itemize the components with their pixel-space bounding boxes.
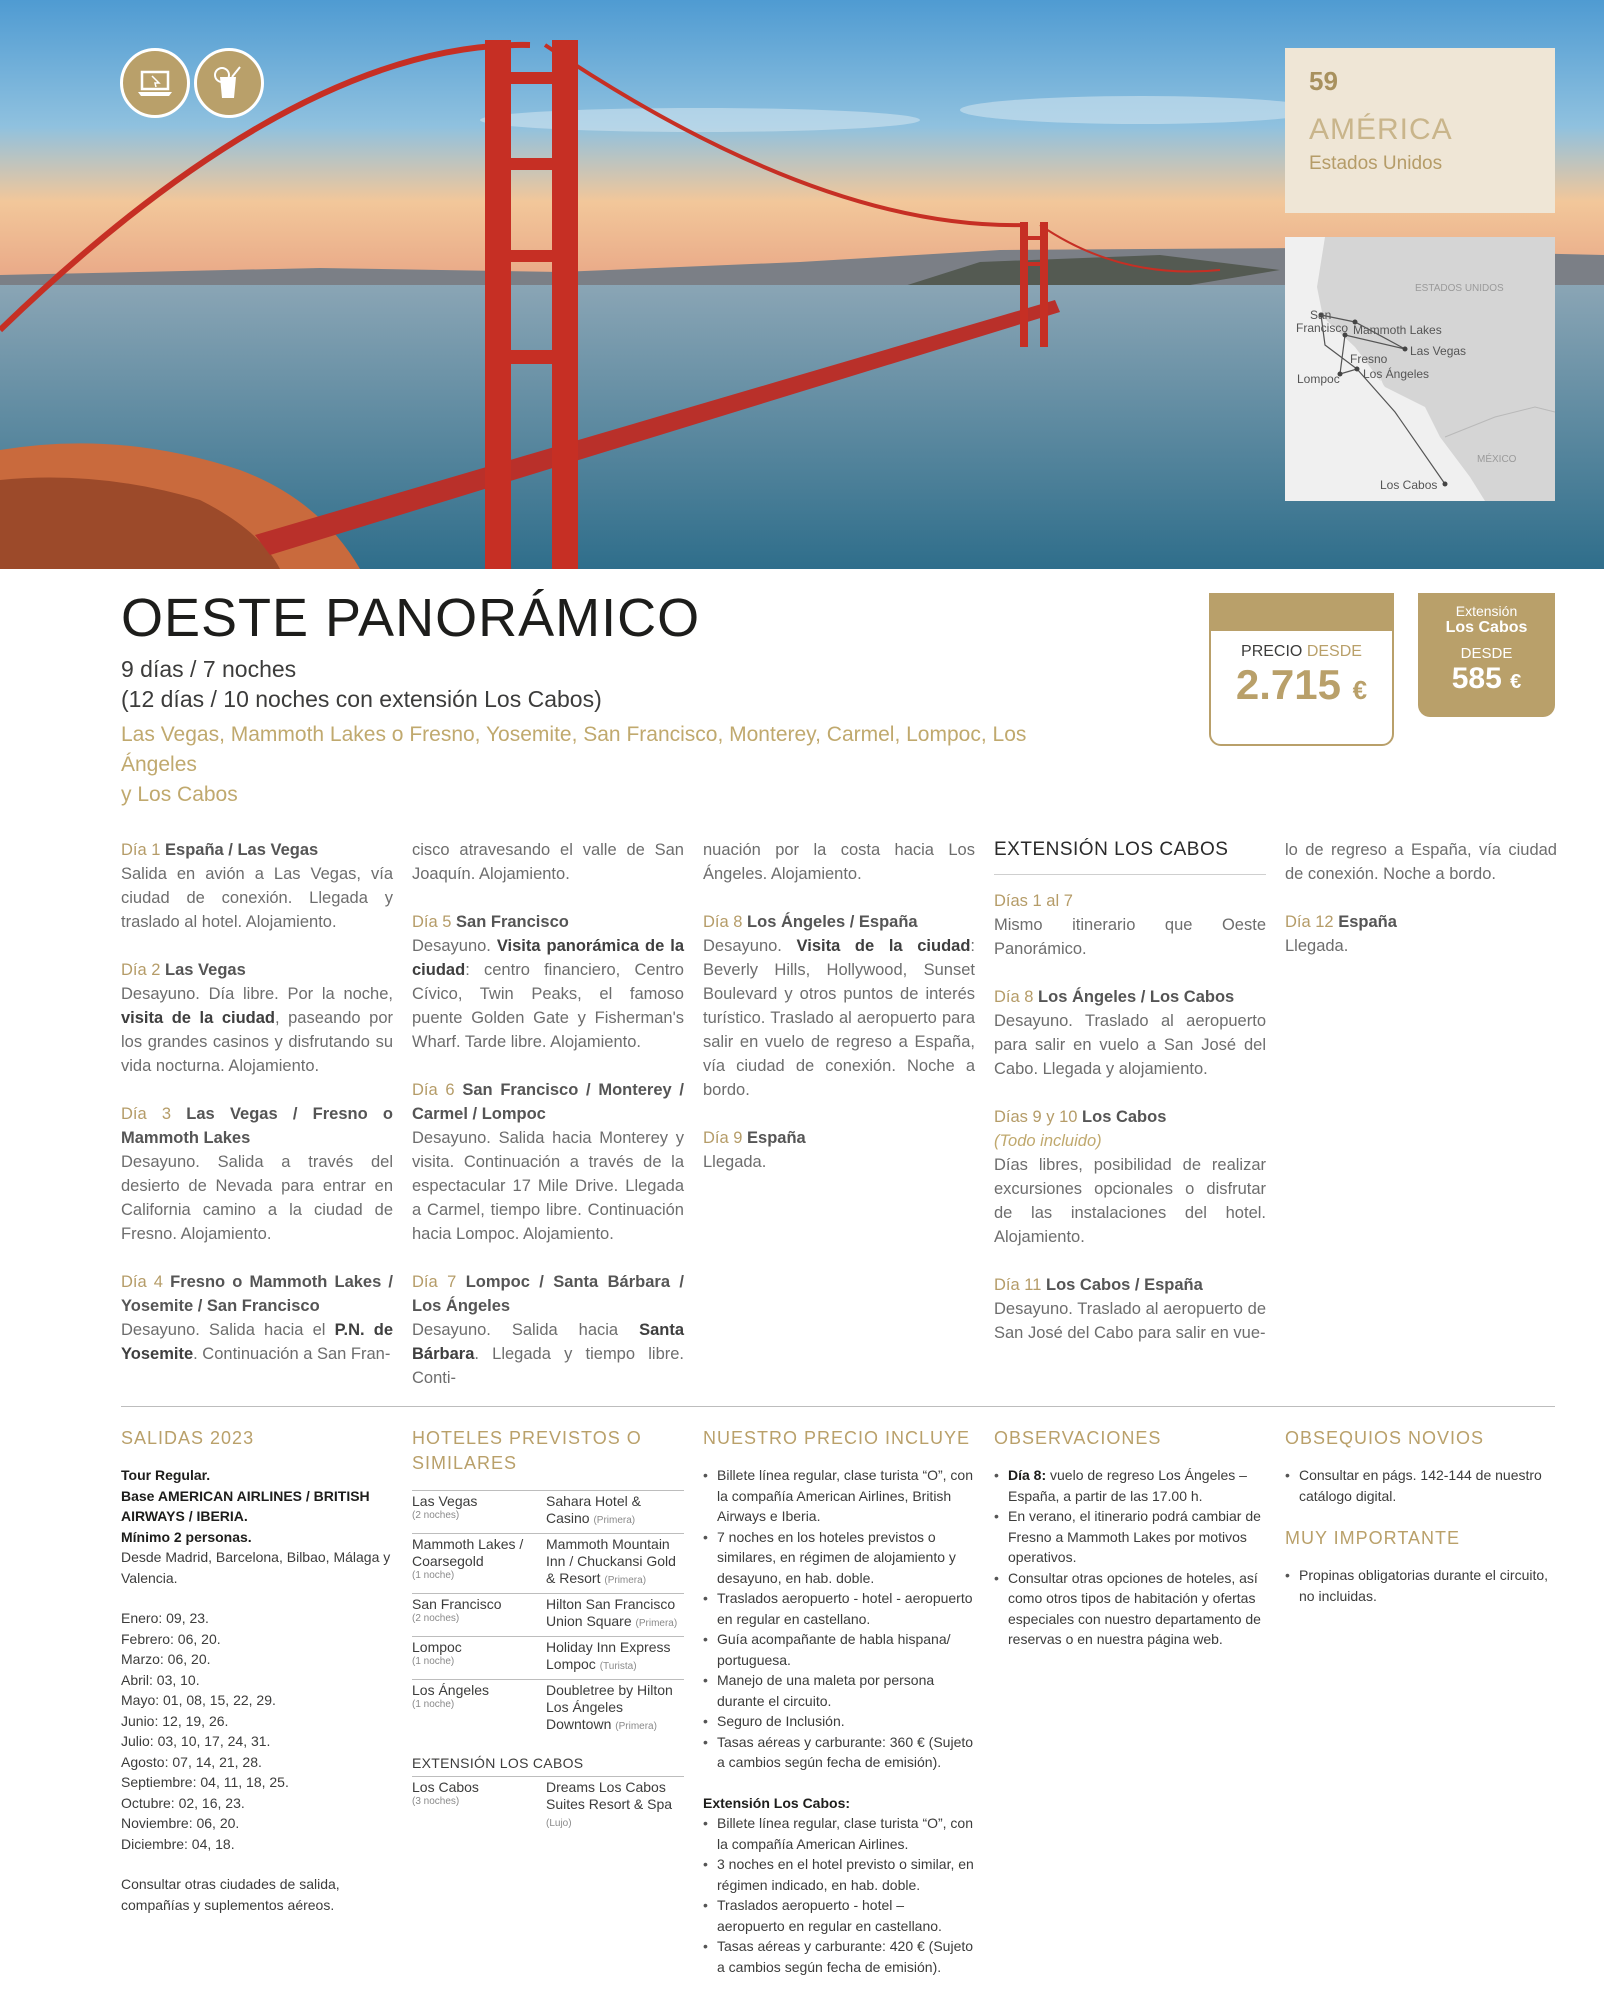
- cocktail-icon: [194, 48, 264, 118]
- departure-month: Abril: 03, 10.: [121, 1671, 200, 1688]
- price-currency: €: [1352, 675, 1368, 705]
- map-label-los-angeles: Los Ángeles: [1363, 367, 1430, 381]
- hotel-city: Mammoth Lakes / Coarsegold: [412, 1536, 524, 1569]
- itinerary-day-1: Día 1 España / Las Vegas Salida en avión a Las Vegas, vía ciudad de conexión. Llegada y traslado al hotel. Alojamiento.: [121, 841, 393, 931]
- itinerary-column-2: [412, 838, 684, 1414]
- hotel-row: [412, 1594, 684, 1637]
- included-item: • 7 noches en los hoteles previstos o similares, en régimen de alojamiento y desayuno, en hab. doble.: [703, 1527, 975, 1589]
- region-name: AMÉRICA: [1309, 113, 1453, 146]
- included-item: • Billete línea regular, clase turista “O”, con la compañía American Airlines, British Airways e Iberia.: [703, 1465, 975, 1527]
- departures-section: SALIDAS 2023 Tour Regular. Base AMERICAN AIRLINES / BRITISH AIRWAYS / IBERIA. Mínimo 2 personas. Desde Madrid, Barcelona, Bilbao, Málaga y Valencia. Enero: 09, 23. Febrero: 06, 20. Marzo: 06, 20. Abril: 03, 10. Mayo: 01, 08, 15, 22, 29. Junio: 12, 19, 26. Julio: 03, 10, 17, 24, 31. Agosto: 07, 14, 21, 28. Septiembre: 04, 11, 18, 25. Octubre: 02, 16, 23. Noviembre: 06, 20. Diciembre: 04, 18. Consultar otras ciudades de salida, compañías y suplementos aéreos.: [121, 1426, 393, 1915]
- observation-item: • Día 8: vuelo de regreso Los Ángeles – España, a partir de las 17.00 h.: [994, 1465, 1266, 1506]
- hotel-category: (Primera): [615, 1721, 657, 1732]
- hotel-category: (Primera): [593, 1515, 636, 1526]
- important-item: • Propinas obligatorias durante el circuito, no incluidas.: [1285, 1565, 1557, 1606]
- hotels-table: [412, 1490, 684, 1739]
- hotel-nights: (2 noches): [412, 1510, 460, 1521]
- departure-month: Julio: 03, 10, 17, 24, 31.: [121, 1733, 271, 1749]
- observation-item: • En verano, el itinerario podrá cambiar de Fresno a Mammoth Lakes por motivos operativos.: [994, 1506, 1266, 1568]
- extension-price-box: [1418, 593, 1555, 717]
- hotel-city: Los Ángeles: [412, 1682, 490, 1698]
- included-item: • Manejo de una maleta por persona durante el circuito.: [703, 1670, 975, 1711]
- departure-month: Junio: 12, 19, 26.: [121, 1712, 229, 1729]
- route-map: [1285, 237, 1555, 501]
- included-item: • 3 noches en el hotel previsto o similar, en régimen indicado, en hab. doble.: [703, 1854, 975, 1895]
- gifts-item: • Consultar en págs. 142-144 de nuestro catálogo digital.: [1285, 1465, 1557, 1506]
- included-item: • Billete línea regular, clase turista “O”, con la compañía American Airlines.: [703, 1813, 975, 1854]
- observations-heading: OBSERVACIONES: [994, 1428, 1162, 1448]
- gifts-section: [1285, 1426, 1557, 1606]
- departure-month: Febrero: 06, 20.: [121, 1630, 221, 1647]
- itinerary-column-3: [703, 838, 975, 1198]
- extension-desde: DESDE: [1460, 645, 1513, 662]
- extension-label: Extensión: [1455, 603, 1518, 619]
- map-label-usa: ESTADOS UNIDOS: [1415, 283, 1504, 294]
- hotel-nights: (2 noches): [412, 1613, 460, 1624]
- all-inclusive-note: (Todo incluido): [994, 1132, 1102, 1150]
- hotel-city: Lompoc: [412, 1639, 462, 1655]
- itinerary-day-5: Día 5 San Francisco Desayuno. Visita panorámica de la ciudad: centro financiero, Centro Cívico, Twin Peaks, el famoso puente Golden Gate y Fisherman's Wharf. Tarde libre. Alojamiento.: [412, 913, 684, 1051]
- itinerary-day-2: Día 2 Las Vegas Desayuno. Día libre. Por la noche, visita de la ciudad, paseando por los grandes casinos y disfrutando su vida nocturna. Alojamiento.: [121, 961, 393, 1075]
- hotels-heading: HOTELES PREVISTOS O SIMILARES: [412, 1428, 642, 1473]
- observations-section: [994, 1426, 1266, 1650]
- included-list: [703, 1465, 975, 1773]
- map-label-san-francisco-2: Francisco: [1296, 321, 1349, 335]
- section-divider: [121, 1406, 1555, 1407]
- included-heading: NUESTRO PRECIO INCLUYE: [703, 1428, 971, 1448]
- hotels-section: [412, 1426, 684, 1836]
- map-label-los-cabos: Los Cabos: [1380, 478, 1438, 492]
- gifts-heading: OBSEQUIOS NOVIOS: [1285, 1428, 1485, 1448]
- departures-heading: SALIDAS 2023: [121, 1428, 255, 1448]
- departure-month: Marzo: 06, 20.: [121, 1651, 211, 1667]
- itinerary-column-1: [121, 838, 393, 1390]
- extension-day-8: Día 8 Los Ángeles / Los Cabos Desayuno. Traslado al aeropuerto para salir en vuelo a San José del Cabo. Llegada y alojamiento.: [994, 988, 1266, 1078]
- hotel-name: Holiday Inn Express Lompoc: [546, 1639, 671, 1672]
- included-extension-heading: Extensión Los Cabos:: [703, 1794, 851, 1811]
- itinerary-day-4-continued: cisco atravesando el valle de San Joaquín. Alojamiento.: [412, 841, 684, 883]
- hotel-row: [412, 1637, 684, 1680]
- hotel-name: Dreams Los Cabos Suites Resort & Spa: [546, 1778, 673, 1812]
- hotel-name: Mammoth Mountain Inn / Chuckansi Gold & Resort: [546, 1536, 676, 1586]
- departures-footer: Consultar otras ciudades de salida, compañías y suplementos aéreos.: [121, 1876, 340, 1913]
- country-name: Estados Unidos: [1309, 153, 1443, 174]
- included-item: • Guía acompañante de habla hispana/ portuguesa.: [703, 1629, 975, 1670]
- hotel-nights: (1 noche): [412, 1570, 455, 1581]
- hotel-category: (Primera): [604, 1575, 647, 1586]
- departure-month: Agosto: 07, 14, 21, 28.: [121, 1753, 262, 1770]
- itinerary-day-7: Día 7 Lompoc / Santa Bárbara / Los Ángeles Desayuno. Salida hacia Santa Bárbara. Llegada y tiempo libre. Conti-: [412, 1273, 685, 1387]
- included-section: [703, 1426, 975, 1977]
- hotel-city: Los Cabos: [412, 1778, 479, 1795]
- important-heading: MUY IMPORTANTE: [1285, 1528, 1461, 1548]
- feature-icons: [120, 48, 264, 118]
- price-value: 2.715 €: [1235, 661, 1368, 708]
- destination-box: [1285, 48, 1555, 213]
- hotel-category: (Turista): [599, 1661, 637, 1672]
- map-label-fresno: Fresno: [1350, 352, 1388, 366]
- map-label-san-francisco-1: San: [1310, 308, 1332, 322]
- price-label: PRECIO DESDE: [1241, 643, 1362, 660]
- hotel-row: [412, 1680, 684, 1740]
- itinerary-column-4: [994, 838, 1266, 1369]
- hotel-city: Las Vegas: [412, 1493, 478, 1509]
- departure-month: Septiembre: 04, 11, 18, 25.: [121, 1774, 289, 1790]
- price-box: [1209, 593, 1394, 746]
- hotel-row: [412, 1776, 684, 1836]
- tour-cities-line1: Las Vegas, Mammoth Lakes o Fresno, Yosemite, San Francisco, Monterey, Carmel, Lompoc, Los Ángeles: [121, 723, 1027, 776]
- hotel-nights: (1 noche): [412, 1699, 455, 1710]
- included-item: • Traslados aeropuerto - hotel - aeropuerto en regular en castellano.: [703, 1588, 975, 1629]
- itinerary-day-7-continued: nuación por la costa hacia Los Ángeles. Alojamiento.: [703, 841, 975, 883]
- extension-day-12: Día 12 España Llegada.: [1285, 913, 1397, 955]
- hotels-extension-heading: EXTENSIÓN LOS CABOS: [412, 1755, 584, 1771]
- hero-photo: [0, 0, 1604, 569]
- hotels-extension-table: [412, 1776, 684, 1836]
- hotel-row: [412, 1534, 684, 1594]
- extension-name: Los Cabos: [1445, 619, 1528, 636]
- extension-currency: €: [1510, 671, 1522, 693]
- tour-cities-line2: y Los Cabos: [121, 783, 238, 806]
- extension-price-value: 585 €: [1451, 662, 1522, 695]
- included-item: • Tasas aéreas y carburante: 360 € (Sujeto a cambios según fecha de emisión).: [703, 1732, 975, 1773]
- price-desde: DESDE: [1306, 643, 1362, 660]
- tour-duration: 9 días / 7 noches: [121, 656, 297, 682]
- departure-month: Enero: 09, 23.: [121, 1610, 209, 1626]
- hotel-city: San Francisco: [412, 1596, 502, 1612]
- hotel-name: Hilton San Francisco Union Square: [546, 1596, 676, 1629]
- extension-day-11-continued: lo de regreso a España, vía ciudad de conexión. Noche a bordo.: [1285, 841, 1557, 883]
- tour-duration-extension: (12 días / 10 noches con extensión Los Cabos): [121, 686, 602, 712]
- included-item: • Tasas aéreas y carburante: 420 € (Sujeto a cambios según fecha de emisión).: [703, 1936, 975, 1977]
- departure-month: Diciembre: 04, 18.: [121, 1835, 235, 1852]
- page-number: 59: [1309, 66, 1338, 96]
- departure-month: Noviembre: 06, 20.: [121, 1815, 240, 1831]
- map-label-mammoth: Mammoth Lakes: [1353, 323, 1442, 337]
- hotel-nights: (1 noche): [412, 1656, 455, 1667]
- hotel-row: [412, 1491, 684, 1534]
- hotel-name: Sahara Hotel & Casino: [546, 1493, 641, 1526]
- itinerary-day-9: Día 9 España Llegada.: [703, 1129, 806, 1171]
- extension-day-11: Día 11 Los Cabos / España Desayuno. Traslado al aeropuerto de San José del Cabo para salir en vue-: [994, 1276, 1266, 1342]
- departure-month: Octubre: 02, 16, 23.: [121, 1794, 245, 1811]
- extension-heading: EXTENSIÓN LOS CABOS: [994, 838, 1266, 875]
- base-airlines: AMERICAN AIRLINES / BRITISH AIRWAYS / IBERIA.: [121, 1487, 370, 1524]
- itinerary-day-6: Día 6 San Francisco / Monterey / Carmel / Lompoc Desayuno. Salida hacia Monterey y visita. Continuación a través de la espectacular 17 Mile Drive. Llegada a Carmel, tiempo libre. Continuación hacia Lompoc. Alojamiento.: [412, 1081, 684, 1243]
- tour-title: OESTE PANORÁMICO: [121, 588, 701, 648]
- laptop-icon: [120, 48, 190, 118]
- itinerary-day-4: Día 4 Fresno o Mammoth Lakes / Yosemite / San Francisco Desayuno. Salida hacia el P.N. de Yosemite. Continuación a San Fran-: [121, 1273, 393, 1363]
- included-extension-list: [703, 1813, 975, 1977]
- hotel-name: Doubletree by Hilton Los Ángeles Downtown: [546, 1682, 673, 1732]
- extension-days-1-7: Días 1 al 7 Mismo itinerario que Oeste Panorámico.: [994, 892, 1266, 958]
- departure-month: Mayo: 01, 08, 15, 22, 29.: [121, 1692, 276, 1708]
- map-label-las-vegas: Las Vegas: [1410, 344, 1467, 358]
- included-item: • Seguro de Inclusión.: [703, 1711, 975, 1732]
- observation-item: • Consultar otras opciones de hoteles, así como otros tipos de habitación y ofertas especiales con nuestro departamento de reservas o en nuestra página web.: [994, 1568, 1266, 1650]
- map-label-mexico: MÉXICO: [1477, 454, 1517, 465]
- departure-months: [121, 1608, 393, 1854]
- tour-header: [121, 588, 1101, 810]
- itinerary-column-5: [1285, 838, 1557, 982]
- hotel-category: (Lujo): [546, 1817, 572, 1829]
- included-item: • Traslados aeropuerto - hotel – aeropuerto en regular en castellano.: [703, 1895, 975, 1936]
- itinerary-day-3: Día 3 Las Vegas / Fresno o Mammoth Lakes Desayuno. Salida a través del desierto de Nevada para entrar en California camino a la ciudad de Fresno. Alojamiento.: [121, 1105, 393, 1243]
- extension-days-9-10: Días 9 y 10 Los Cabos (Todo incluido) Días libres, posibilidad de realizar excursiones opcionales o disfrutar de las instalaciones del hotel. Alojamiento.: [994, 1108, 1266, 1246]
- hotel-nights: (3 noches): [412, 1795, 460, 1807]
- map-label-lompoc: Lompoc: [1297, 372, 1340, 386]
- hotel-category: (Primera): [635, 1618, 678, 1629]
- itinerary-day-8: Día 8 Los Ángeles / España Desayuno. Visita de la ciudad: Beverly Hills, Hollywood, Sunset Boulevard y otros puntos de interés turístico. Traslado al aeropuerto para salir en vuelo de regreso a España, vía ciudad de conexión. Noche a bordo.: [703, 913, 976, 1099]
- tour-cities: [121, 720, 1101, 810]
